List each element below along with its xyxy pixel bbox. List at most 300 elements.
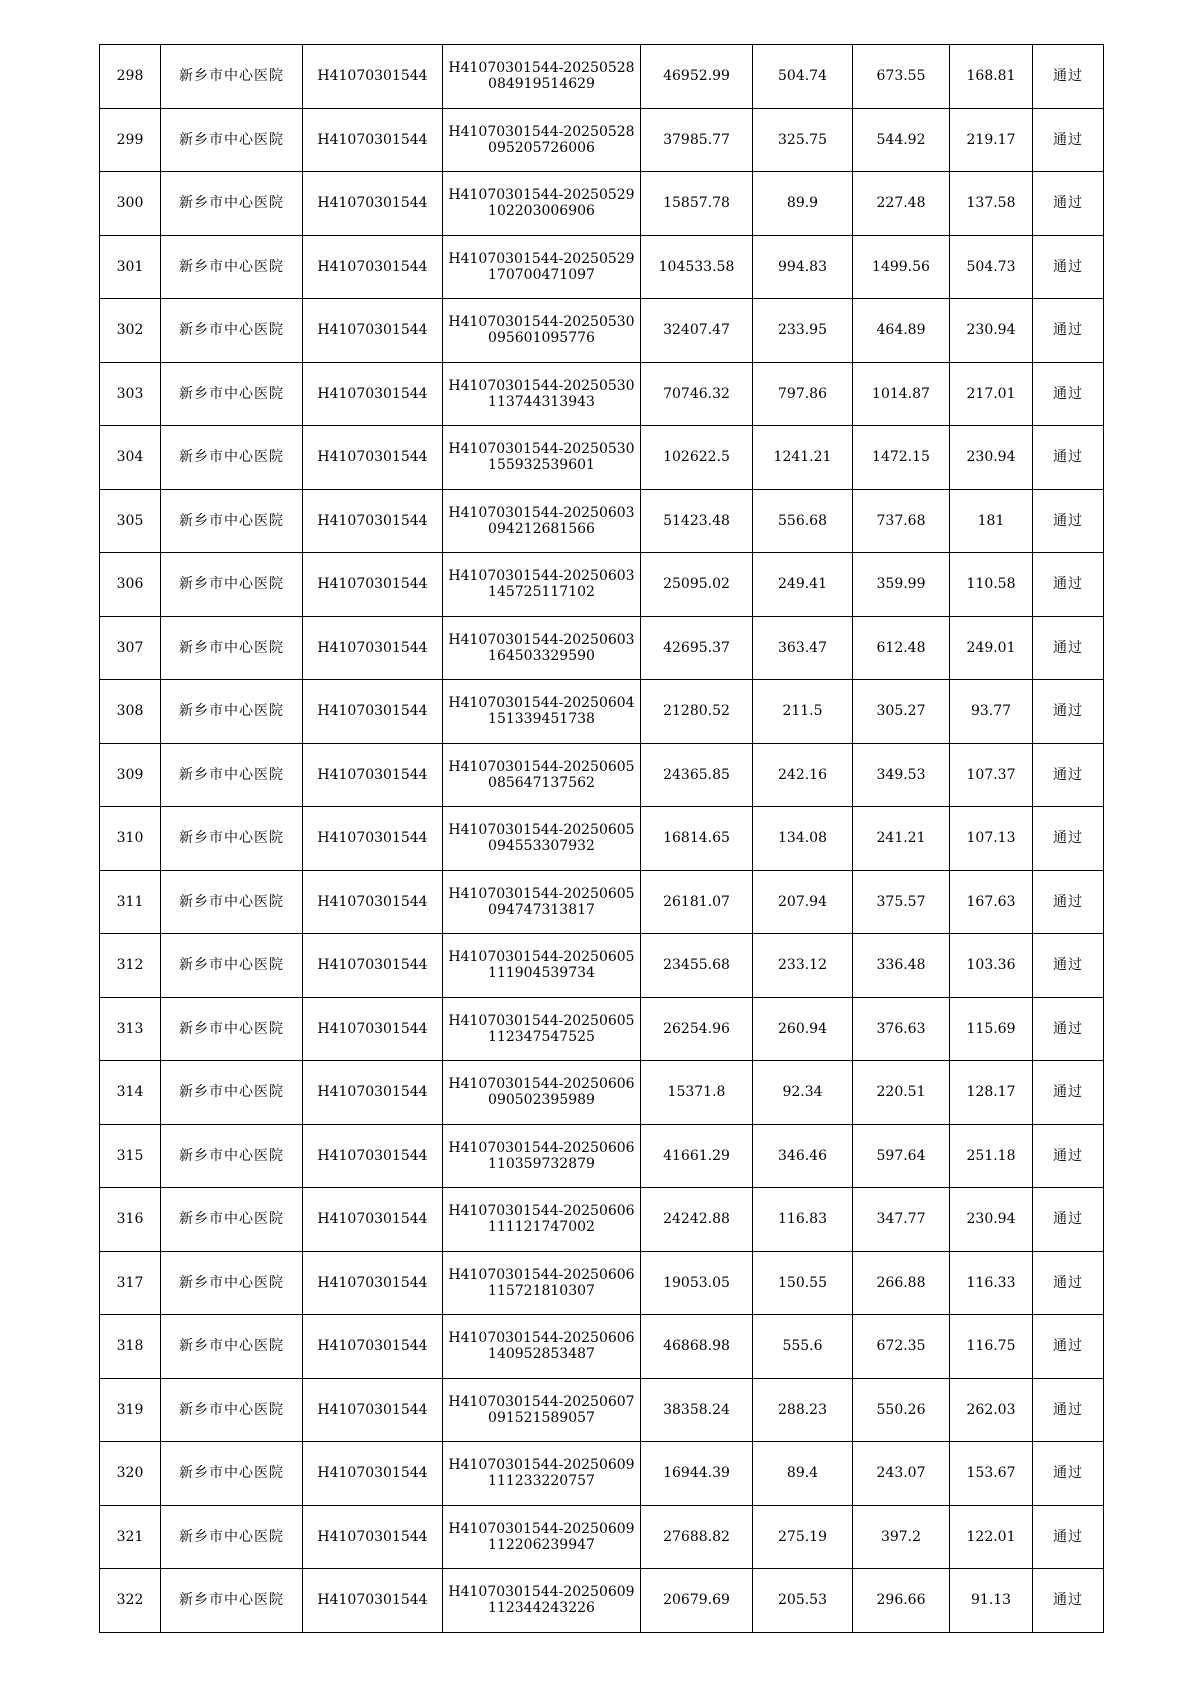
hospital-code-cell: H41070301544 (303, 1378, 443, 1442)
table-row (100, 489, 1104, 553)
status-cell: 通过 (1033, 299, 1104, 363)
amount-a-cell: 797.86 (753, 362, 853, 426)
amount-b-cell: 305.27 (853, 680, 950, 744)
status-cell: 通过 (1033, 1061, 1104, 1125)
settlement-id-cell (443, 1251, 641, 1315)
status-cell: 通过 (1033, 616, 1104, 680)
settlement-id-line-2: 155932539601 (488, 457, 595, 474)
amount-a-cell: 134.08 (753, 807, 853, 871)
amount-c-cell: 103.36 (950, 934, 1033, 998)
amount-c-cell: 91.13 (950, 1569, 1033, 1633)
table-body (100, 45, 1104, 1633)
settlement-id-line-1: H41070301544-20250529 (448, 250, 635, 267)
table-row (100, 1378, 1104, 1442)
hospital-name-cell: 新乡市中心医院 (161, 934, 303, 998)
amount-b-cell: 266.88 (853, 1251, 950, 1315)
table-row (100, 553, 1104, 617)
settlement-id-line-1: H41070301544-20250603 (448, 631, 635, 648)
hospital-code-cell: H41070301544 (303, 1442, 443, 1506)
hospital-code-cell: H41070301544 (303, 426, 443, 490)
hospital-code-cell: H41070301544 (303, 1188, 443, 1252)
settlement-id-line-1: H41070301544-20250528 (448, 60, 635, 77)
amount-b-cell: 1014.87 (853, 362, 950, 426)
total-amount-cell: 37985.77 (641, 108, 753, 172)
settlement-id-line-2: 164503329590 (488, 647, 595, 664)
amount-a-cell: 92.34 (753, 1061, 853, 1125)
hospital-name-cell: 新乡市中心医院 (161, 870, 303, 934)
amount-c-cell: 217.01 (950, 362, 1033, 426)
status-cell: 通过 (1033, 1188, 1104, 1252)
settlement-id-line-2: 084919514629 (488, 76, 595, 93)
settlement-id-cell (443, 489, 641, 553)
settlement-id-cell (443, 108, 641, 172)
hospital-name-cell: 新乡市中心医院 (161, 299, 303, 363)
settlement-id-line-2: 170700471097 (488, 266, 595, 283)
hospital-name-cell: 新乡市中心医院 (161, 997, 303, 1061)
settlement-id-cell (443, 997, 641, 1061)
settlement-id-line-2: 111121747002 (488, 1219, 595, 1236)
hospital-code-cell: H41070301544 (303, 1251, 443, 1315)
settlement-id-line-2: 111904539734 (488, 965, 595, 982)
table-row (100, 108, 1104, 172)
table-row (100, 235, 1104, 299)
hospital-name-cell: 新乡市中心医院 (161, 108, 303, 172)
table-row (100, 1315, 1104, 1379)
row-number-cell: 298 (100, 45, 161, 109)
hospital-code-cell: H41070301544 (303, 1061, 443, 1125)
settlement-id-line-2: 145725117102 (488, 584, 595, 601)
total-amount-cell: 25095.02 (641, 553, 753, 617)
amount-a-cell: 233.95 (753, 299, 853, 363)
settlement-id-cell (443, 1378, 641, 1442)
table-row (100, 1569, 1104, 1633)
total-amount-cell: 16944.39 (641, 1442, 753, 1506)
amount-c-cell: 153.67 (950, 1442, 1033, 1506)
settlement-id-cell (443, 1505, 641, 1569)
status-cell: 通过 (1033, 1569, 1104, 1633)
amount-c-cell: 93.77 (950, 680, 1033, 744)
row-number-cell: 309 (100, 743, 161, 807)
amount-b-cell: 376.63 (853, 997, 950, 1061)
amount-c-cell: 137.58 (950, 172, 1033, 236)
amount-b-cell: 673.55 (853, 45, 950, 109)
hospital-code-cell: H41070301544 (303, 172, 443, 236)
table-row (100, 616, 1104, 680)
row-number-cell: 313 (100, 997, 161, 1061)
settlement-id-line-2: 102203006906 (488, 203, 595, 220)
total-amount-cell: 21280.52 (641, 680, 753, 744)
row-number-cell: 307 (100, 616, 161, 680)
hospital-code-cell: H41070301544 (303, 807, 443, 871)
amount-c-cell: 128.17 (950, 1061, 1033, 1125)
status-cell: 通过 (1033, 1315, 1104, 1379)
table-row (100, 426, 1104, 490)
amount-c-cell: 107.13 (950, 807, 1033, 871)
amount-a-cell: 325.75 (753, 108, 853, 172)
amount-b-cell: 375.57 (853, 870, 950, 934)
amount-a-cell: 207.94 (753, 870, 853, 934)
amount-c-cell: 230.94 (950, 1188, 1033, 1252)
amount-a-cell: 260.94 (753, 997, 853, 1061)
settlement-id-line-2: 112206239947 (488, 1536, 595, 1553)
settlement-id-cell (443, 934, 641, 998)
total-amount-cell: 23455.68 (641, 934, 753, 998)
hospital-name-cell: 新乡市中心医院 (161, 1188, 303, 1252)
table-row (100, 807, 1104, 871)
hospital-code-cell: H41070301544 (303, 235, 443, 299)
amount-b-cell: 612.48 (853, 616, 950, 680)
settlement-id-line-2: 095601095776 (488, 330, 595, 347)
hospital-name-cell: 新乡市中心医院 (161, 1124, 303, 1188)
table-row (100, 680, 1104, 744)
amount-c-cell: 110.58 (950, 553, 1033, 617)
amount-c-cell: 262.03 (950, 1378, 1033, 1442)
amount-b-cell: 241.21 (853, 807, 950, 871)
settlement-id-cell (443, 235, 641, 299)
settlement-id-line-1: H41070301544-20250528 (448, 123, 635, 140)
settlement-id-line-2: 094553307932 (488, 838, 595, 855)
amount-a-cell: 556.68 (753, 489, 853, 553)
total-amount-cell: 46952.99 (641, 45, 753, 109)
settlement-id-line-1: H41070301544-20250606 (448, 1266, 635, 1283)
hospital-name-cell: 新乡市中心医院 (161, 1061, 303, 1125)
settlement-id-line-2: 115721810307 (488, 1282, 595, 1299)
total-amount-cell: 24242.88 (641, 1188, 753, 1252)
hospital-code-cell: H41070301544 (303, 1505, 443, 1569)
status-cell: 通过 (1033, 997, 1104, 1061)
hospital-name-cell: 新乡市中心医院 (161, 616, 303, 680)
table-row (100, 743, 1104, 807)
amount-c-cell: 230.94 (950, 426, 1033, 490)
hospital-code-cell: H41070301544 (303, 680, 443, 744)
row-number-cell: 304 (100, 426, 161, 490)
amount-a-cell: 504.74 (753, 45, 853, 109)
row-number-cell: 321 (100, 1505, 161, 1569)
amount-a-cell: 994.83 (753, 235, 853, 299)
hospital-code-cell: H41070301544 (303, 743, 443, 807)
total-amount-cell: 38358.24 (641, 1378, 753, 1442)
amount-c-cell: 168.81 (950, 45, 1033, 109)
hospital-name-cell: 新乡市中心医院 (161, 235, 303, 299)
table-row (100, 45, 1104, 109)
hospital-code-cell: H41070301544 (303, 997, 443, 1061)
hospital-code-cell: H41070301544 (303, 362, 443, 426)
settlement-id-line-1: H41070301544-20250530 (448, 314, 635, 331)
settlement-id-line-1: H41070301544-20250605 (448, 949, 635, 966)
amount-b-cell: 672.35 (853, 1315, 950, 1379)
settlement-id-line-2: 095205726006 (488, 139, 595, 156)
hospital-code-cell: H41070301544 (303, 870, 443, 934)
amount-b-cell: 220.51 (853, 1061, 950, 1125)
amount-a-cell: 275.19 (753, 1505, 853, 1569)
amount-b-cell: 1472.15 (853, 426, 950, 490)
settlement-id-cell (443, 870, 641, 934)
row-number-cell: 312 (100, 934, 161, 998)
total-amount-cell: 70746.32 (641, 362, 753, 426)
amount-b-cell: 227.48 (853, 172, 950, 236)
amount-b-cell: 550.26 (853, 1378, 950, 1442)
status-cell: 通过 (1033, 426, 1104, 490)
hospital-name-cell: 新乡市中心医院 (161, 807, 303, 871)
settlement-id-line-1: H41070301544-20250609 (448, 1457, 635, 1474)
hospital-name-cell: 新乡市中心医院 (161, 680, 303, 744)
total-amount-cell: 41661.29 (641, 1124, 753, 1188)
amount-a-cell: 233.12 (753, 934, 853, 998)
amount-c-cell: 116.75 (950, 1315, 1033, 1379)
row-number-cell: 305 (100, 489, 161, 553)
row-number-cell: 317 (100, 1251, 161, 1315)
row-number-cell: 314 (100, 1061, 161, 1125)
status-cell: 通过 (1033, 807, 1104, 871)
amount-a-cell: 249.41 (753, 553, 853, 617)
settlement-id-line-1: H41070301544-20250530 (448, 377, 635, 394)
settlement-id-cell (443, 680, 641, 744)
amount-b-cell: 737.68 (853, 489, 950, 553)
settlement-id-cell (443, 553, 641, 617)
amount-a-cell: 89.9 (753, 172, 853, 236)
hospital-name-cell: 新乡市中心医院 (161, 1251, 303, 1315)
settlement-id-line-2: 112344243226 (488, 1600, 595, 1617)
amount-b-cell: 464.89 (853, 299, 950, 363)
settlement-id-line-1: H41070301544-20250609 (448, 1584, 635, 1601)
status-cell: 通过 (1033, 553, 1104, 617)
amount-a-cell: 116.83 (753, 1188, 853, 1252)
hospital-name-cell: 新乡市中心医院 (161, 172, 303, 236)
settlement-id-cell (443, 362, 641, 426)
status-cell: 通过 (1033, 362, 1104, 426)
amount-a-cell: 242.16 (753, 743, 853, 807)
hospital-code-cell: H41070301544 (303, 1124, 443, 1188)
settlement-id-cell (443, 1124, 641, 1188)
table-row (100, 1442, 1104, 1506)
settlement-id-line-1: H41070301544-20250609 (448, 1520, 635, 1537)
row-number-cell: 318 (100, 1315, 161, 1379)
settlement-id-cell (443, 807, 641, 871)
amount-a-cell: 288.23 (753, 1378, 853, 1442)
settlement-id-cell (443, 1569, 641, 1633)
amount-b-cell: 397.2 (853, 1505, 950, 1569)
settlement-id-line-1: H41070301544-20250606 (448, 1330, 635, 1347)
status-cell: 通过 (1033, 1124, 1104, 1188)
hospital-name-cell: 新乡市中心医院 (161, 1315, 303, 1379)
settlement-id-cell (443, 426, 641, 490)
settlement-id-line-1: H41070301544-20250606 (448, 1076, 635, 1093)
total-amount-cell: 15371.8 (641, 1061, 753, 1125)
status-cell: 通过 (1033, 45, 1104, 109)
settlement-id-line-1: H41070301544-20250605 (448, 885, 635, 902)
hospital-name-cell: 新乡市中心医院 (161, 489, 303, 553)
status-cell: 通过 (1033, 235, 1104, 299)
total-amount-cell: 104533.58 (641, 235, 753, 299)
settlement-id-line-2: 091521589057 (488, 1409, 595, 1426)
total-amount-cell: 20679.69 (641, 1569, 753, 1633)
amount-c-cell: 219.17 (950, 108, 1033, 172)
table-row (100, 1188, 1104, 1252)
amount-b-cell: 349.53 (853, 743, 950, 807)
amount-c-cell: 230.94 (950, 299, 1033, 363)
row-number-cell: 302 (100, 299, 161, 363)
row-number-cell: 306 (100, 553, 161, 617)
settlement-id-cell (443, 1061, 641, 1125)
settlement-id-line-1: H41070301544-20250605 (448, 758, 635, 775)
settlement-id-line-2: 110359732879 (488, 1155, 595, 1172)
row-number-cell: 322 (100, 1569, 161, 1633)
table-row (100, 362, 1104, 426)
amount-c-cell: 122.01 (950, 1505, 1033, 1569)
settlement-id-line-1: H41070301544-20250604 (448, 695, 635, 712)
amount-b-cell: 597.64 (853, 1124, 950, 1188)
status-cell: 通过 (1033, 489, 1104, 553)
settlement-id-line-1: H41070301544-20250607 (448, 1393, 635, 1410)
status-cell: 通过 (1033, 1378, 1104, 1442)
settlement-id-line-2: 085647137562 (488, 774, 595, 791)
amount-c-cell: 167.63 (950, 870, 1033, 934)
hospital-name-cell: 新乡市中心医院 (161, 1442, 303, 1506)
settlement-id-cell (443, 1188, 641, 1252)
hospital-code-cell: H41070301544 (303, 108, 443, 172)
settlement-id-cell (443, 45, 641, 109)
table-row (100, 997, 1104, 1061)
row-number-cell: 311 (100, 870, 161, 934)
table-row (100, 1251, 1104, 1315)
status-cell: 通过 (1033, 108, 1104, 172)
settlement-id-line-2: 140952853487 (488, 1346, 595, 1363)
status-cell: 通过 (1033, 1251, 1104, 1315)
status-cell: 通过 (1033, 870, 1104, 934)
hospital-code-cell: H41070301544 (303, 934, 443, 998)
amount-a-cell: 205.53 (753, 1569, 853, 1633)
total-amount-cell: 42695.37 (641, 616, 753, 680)
settlement-id-cell (443, 1442, 641, 1506)
settlement-id-line-1: H41070301544-20250606 (448, 1139, 635, 1156)
settlement-id-line-2: 090502395989 (488, 1092, 595, 1109)
amount-c-cell: 115.69 (950, 997, 1033, 1061)
hospital-code-cell: H41070301544 (303, 553, 443, 617)
row-number-cell: 320 (100, 1442, 161, 1506)
settlement-id-line-2: 112347547525 (488, 1028, 595, 1045)
hospital-code-cell: H41070301544 (303, 616, 443, 680)
amount-a-cell: 555.6 (753, 1315, 853, 1379)
settlement-id-cell (443, 299, 641, 363)
settlement-id-line-2: 094747313817 (488, 901, 595, 918)
hospital-code-cell: H41070301544 (303, 45, 443, 109)
hospital-code-cell: H41070301544 (303, 489, 443, 553)
amount-c-cell: 249.01 (950, 616, 1033, 680)
hospital-name-cell: 新乡市中心医院 (161, 1505, 303, 1569)
amount-c-cell: 181 (950, 489, 1033, 553)
hospital-name-cell: 新乡市中心医院 (161, 426, 303, 490)
settlement-id-line-1: H41070301544-20250606 (448, 1203, 635, 1220)
hospital-name-cell: 新乡市中心医院 (161, 45, 303, 109)
table-row (100, 299, 1104, 363)
settlement-id-line-1: H41070301544-20250530 (448, 441, 635, 458)
amount-a-cell: 1241.21 (753, 426, 853, 490)
table-row (100, 172, 1104, 236)
hospital-name-cell: 新乡市中心医院 (161, 1378, 303, 1442)
total-amount-cell: 46868.98 (641, 1315, 753, 1379)
amount-c-cell: 107.37 (950, 743, 1033, 807)
settlement-id-cell (443, 172, 641, 236)
settlement-id-line-2: 094212681566 (488, 520, 595, 537)
status-cell: 通过 (1033, 934, 1104, 998)
total-amount-cell: 51423.48 (641, 489, 753, 553)
row-number-cell: 300 (100, 172, 161, 236)
amount-a-cell: 150.55 (753, 1251, 853, 1315)
amount-c-cell: 251.18 (950, 1124, 1033, 1188)
status-cell: 通过 (1033, 680, 1104, 744)
settlement-id-line-1: H41070301544-20250605 (448, 822, 635, 839)
row-number-cell: 299 (100, 108, 161, 172)
amount-c-cell: 504.73 (950, 235, 1033, 299)
row-number-cell: 301 (100, 235, 161, 299)
amount-a-cell: 346.46 (753, 1124, 853, 1188)
row-number-cell: 319 (100, 1378, 161, 1442)
hospital-code-cell: H41070301544 (303, 1569, 443, 1633)
total-amount-cell: 19053.05 (641, 1251, 753, 1315)
amount-b-cell: 1499.56 (853, 235, 950, 299)
amount-b-cell: 243.07 (853, 1442, 950, 1506)
settlement-id-line-1: H41070301544-20250603 (448, 504, 635, 521)
amount-c-cell: 116.33 (950, 1251, 1033, 1315)
status-cell: 通过 (1033, 743, 1104, 807)
amount-a-cell: 89.4 (753, 1442, 853, 1506)
row-number-cell: 315 (100, 1124, 161, 1188)
amount-b-cell: 544.92 (853, 108, 950, 172)
total-amount-cell: 15857.78 (641, 172, 753, 236)
table-row (100, 1061, 1104, 1125)
hospital-code-cell: H41070301544 (303, 1315, 443, 1379)
hospital-name-cell: 新乡市中心医院 (161, 553, 303, 617)
status-cell: 通过 (1033, 172, 1104, 236)
total-amount-cell: 26254.96 (641, 997, 753, 1061)
table-row (100, 934, 1104, 998)
amount-b-cell: 296.66 (853, 1569, 950, 1633)
amount-b-cell: 336.48 (853, 934, 950, 998)
total-amount-cell: 32407.47 (641, 299, 753, 363)
table-row (100, 870, 1104, 934)
total-amount-cell: 16814.65 (641, 807, 753, 871)
settlement-id-line-2: 151339451738 (488, 711, 595, 728)
total-amount-cell: 26181.07 (641, 870, 753, 934)
amount-a-cell: 363.47 (753, 616, 853, 680)
total-amount-cell: 27688.82 (641, 1505, 753, 1569)
hospital-name-cell: 新乡市中心医院 (161, 743, 303, 807)
row-number-cell: 303 (100, 362, 161, 426)
settlement-id-line-1: H41070301544-20250603 (448, 568, 635, 585)
hospital-name-cell: 新乡市中心医院 (161, 362, 303, 426)
total-amount-cell: 102622.5 (641, 426, 753, 490)
settlement-id-cell (443, 616, 641, 680)
row-number-cell: 316 (100, 1188, 161, 1252)
table-row (100, 1124, 1104, 1188)
row-number-cell: 308 (100, 680, 161, 744)
amount-a-cell: 211.5 (753, 680, 853, 744)
amount-b-cell: 347.77 (853, 1188, 950, 1252)
settlement-id-cell (443, 743, 641, 807)
hospital-name-cell: 新乡市中心医院 (161, 1569, 303, 1633)
settlement-id-line-1: H41070301544-20250529 (448, 187, 635, 204)
status-cell: 通过 (1033, 1442, 1104, 1506)
status-cell: 通过 (1033, 1505, 1104, 1569)
table-row (100, 1505, 1104, 1569)
settlement-id-cell (443, 1315, 641, 1379)
row-number-cell: 310 (100, 807, 161, 871)
amount-b-cell: 359.99 (853, 553, 950, 617)
settlement-id-line-1: H41070301544-20250605 (448, 1012, 635, 1029)
hospital-code-cell: H41070301544 (303, 299, 443, 363)
settlement-table (99, 44, 1104, 1633)
settlement-id-line-2: 111233220757 (488, 1473, 595, 1490)
